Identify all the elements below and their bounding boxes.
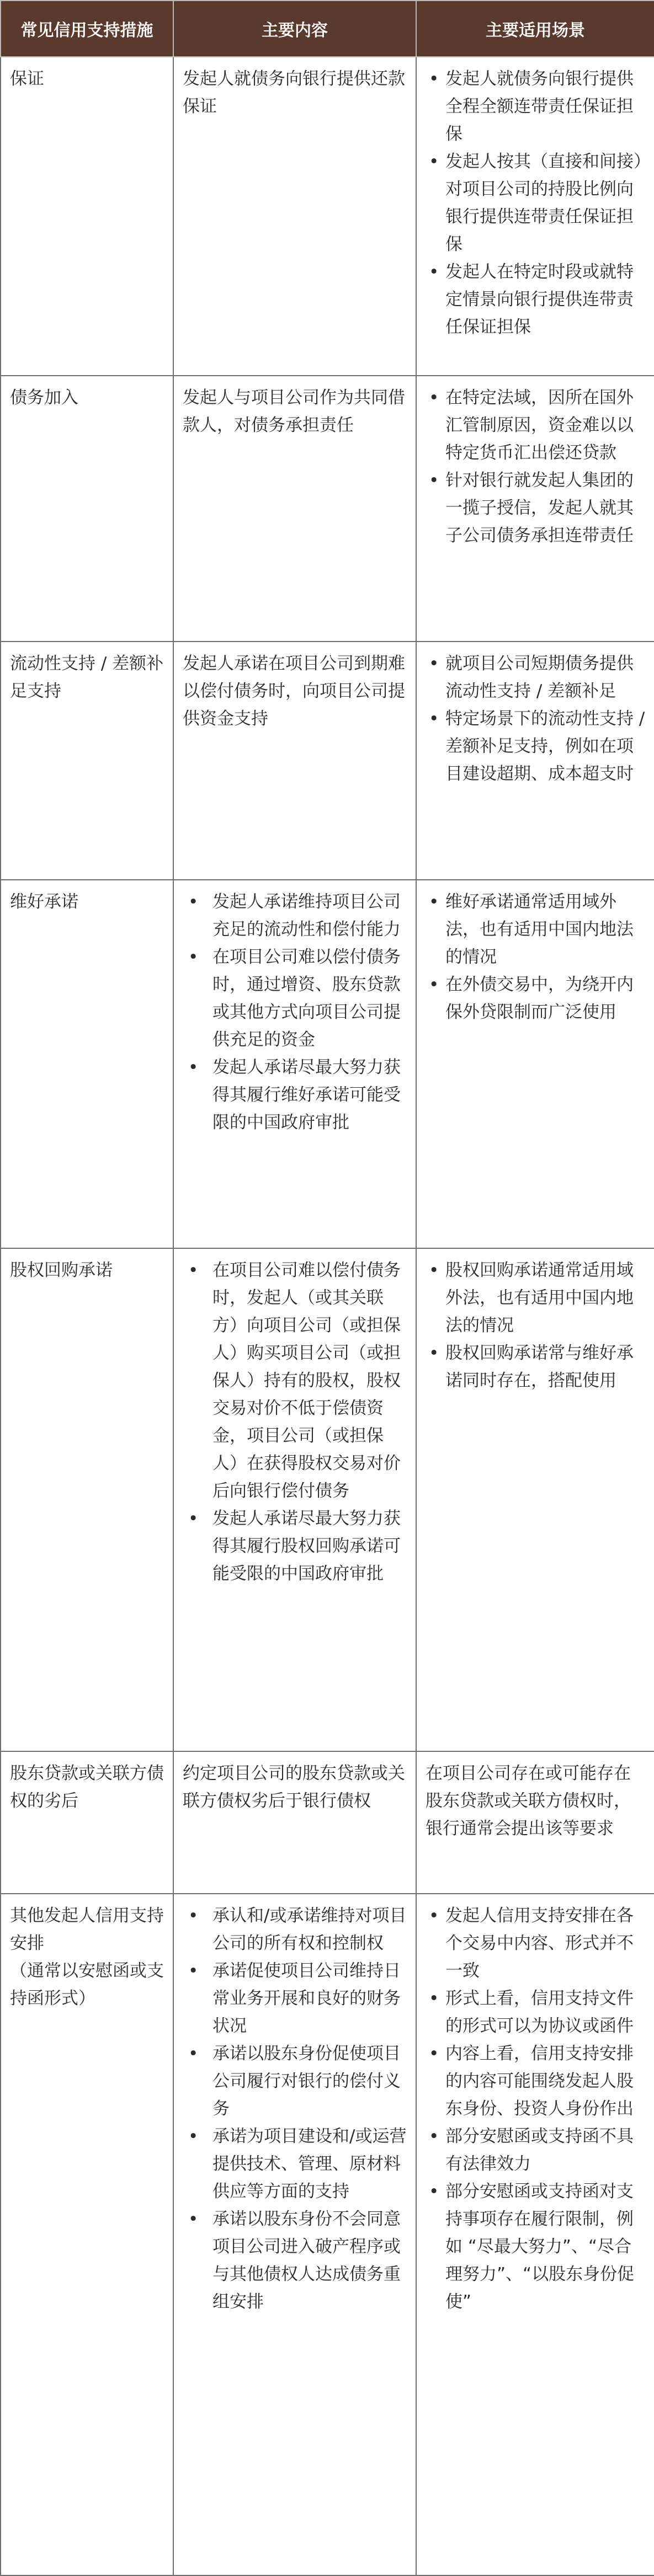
scenario-list [426, 384, 645, 549]
content-list [183, 888, 407, 1136]
table-row [1, 642, 654, 880]
list-item: • 在特定法域，因所在国外汇管制原因，资金难以以特定货币汇出偿还贷款 [445, 384, 645, 467]
measure-cell [1, 376, 173, 642]
scenario-cell [416, 642, 654, 880]
measure-cell [1, 642, 173, 880]
list-item: • 内容上看，信用支持安排的内容可能围绕发起人股东身份、投资人身份作出 [445, 2040, 645, 2123]
header-content: 主要内容 [173, 1, 416, 57]
list-item: • 在项目公司难以偿付债务时，发起人（或其关联方）向项目公司（或担保人）购买项目公司（或担保人）持有的股权，股权交易对价不低于偿债资金，项目公司（或担保人）在获得股权交易对价后向银行偿付债务 [212, 1257, 407, 1505]
bullet-icon: • [188, 892, 199, 912]
bullet-icon: • [429, 2182, 439, 2201]
scenario-list [426, 650, 645, 788]
content-text: 发起人就债务向银行提供还款保证 [183, 69, 405, 116]
bullet-icon: • [429, 1260, 439, 1280]
measure-label: 债务加入 [10, 388, 78, 408]
bullet-icon: • [429, 2044, 439, 2064]
list-item: • 发起人信用支持安排在各个交易中内容、形式并不一致 [445, 1902, 645, 1985]
header-measure: 常见信用支持措施 [1, 1, 173, 57]
content-cell [173, 1248, 416, 1751]
content-cell [173, 57, 416, 376]
bullet-icon: • [188, 2126, 199, 2146]
scenario-cell [416, 376, 654, 642]
bullet-icon: • [429, 892, 439, 912]
table-row [1, 1248, 654, 1751]
list-item: • 承诺为项目建设和/或运营提供技术、管理、原材料供应等方面的支持 [212, 2123, 407, 2205]
bullet-icon: • [188, 2209, 199, 2229]
list-item: • 特定场景下的流动性支持 / 差额补足支持，例如在项目建设超期、成本超支时 [445, 705, 645, 788]
list-item: • 承诺以股东身份不会同意项目公司进入破产程序或与其他债权人达成债务重组安排 [212, 2205, 407, 2316]
content-cell [173, 880, 416, 1248]
list-item: • 发起人按其（直接和间接）对项目公司的持股比例向银行提供连带责任保证担保 [445, 148, 645, 258]
scenario-list [426, 888, 645, 1026]
bullet-icon: • [188, 2044, 199, 2064]
scenario-cell [416, 1894, 654, 2575]
bullet-icon: • [429, 388, 439, 408]
list-item: • 形式上看，信用支持文件的形式可以为协议或函件 [445, 1985, 645, 2040]
scenario-text: 在项目公司存在或可能存在股东贷款或关联方债权时，银行通常会提出该等要求 [426, 1763, 631, 1839]
bullet-icon: • [429, 262, 439, 282]
measure-note: （通常以安慰函或支持函形式） [10, 1961, 164, 2008]
list-item: • 发起人承诺尽最大努力获得其履行维好承诺可能受限的中国政府审批 [212, 1054, 407, 1136]
list-item: • 维好承诺通常适用域外法，也有适用中国内地法的情况 [445, 888, 645, 971]
measure-cell [1, 57, 173, 376]
scenario-cell [416, 57, 654, 376]
table-row [1, 1894, 654, 2575]
bullet-icon: • [188, 1057, 199, 1077]
measure-label: 保证 [10, 69, 44, 89]
list-item: • 部分安慰函或支持函对支持事项存在履行限制，例如 “尽最大努力”、“尽合理努力”、“以股东身份促使” [445, 2178, 645, 2316]
measure-label: 维好承诺 [10, 892, 78, 912]
measure-cell [1, 880, 173, 1248]
list-item: • 发起人在特定时段或就特定情景向银行提供连带责任保证担保 [445, 258, 645, 341]
scenario-list [426, 1902, 645, 2316]
scenario-list [426, 1257, 645, 1394]
bullet-icon: • [429, 654, 439, 674]
list-item: • 承认和/或承诺维持对项目公司的所有权和控制权 [212, 1902, 407, 1957]
scenario-list [426, 65, 645, 341]
content-cell [173, 642, 416, 880]
measure-cell [1, 1248, 173, 1751]
list-item: • 发起人就债务向银行提供全程全额连带责任保证担保 [445, 65, 645, 148]
bullet-icon: • [429, 152, 439, 172]
bullet-icon: • [429, 2126, 439, 2146]
bullet-icon: • [188, 947, 199, 967]
table-row [1, 1751, 654, 1894]
table-row [1, 880, 654, 1248]
scenario-cell [416, 1751, 654, 1894]
bullet-icon: • [429, 1989, 439, 2008]
list-item: • 在项目公司难以偿付债务时，通过增资、股东贷款或其他方式向项目公司提供充足的资金 [212, 943, 407, 1054]
content-text: 约定项目公司的股东贷款或关联方债权劣后于银行债权 [183, 1763, 405, 1811]
list-item: • 股权回购承诺通常适用域外法，也有适用中国内地法的情况 [445, 1257, 645, 1339]
measure-label: 流动性支持 / 差额补足支持 [10, 654, 164, 701]
bullet-icon: • [188, 1260, 199, 1280]
bullet-icon: • [429, 1906, 439, 1926]
list-item: • 股权回购承诺常与维好承诺同时存在，搭配使用 [445, 1339, 645, 1394]
measure-cell [1, 1751, 173, 1894]
table-row [1, 57, 654, 376]
measure-label: 股东贷款或关联方债权的劣后 [10, 1763, 164, 1811]
bullet-icon: • [429, 709, 439, 729]
content-list [183, 1902, 407, 2316]
list-item: • 发起人承诺维持项目公司充足的流动性和偿付能力 [212, 888, 407, 943]
list-item: • 部分安慰函或支持函不具有法律效力 [445, 2123, 645, 2178]
bullet-icon: • [188, 1509, 199, 1529]
table-header-row [1, 1, 654, 57]
list-item: • 针对银行就发起人集团的一揽子授信，发起人就其子公司债务承担连带责任 [445, 467, 645, 549]
content-list [183, 1257, 407, 1588]
measure-label: 其他发起人信用支持安排 [10, 1906, 164, 1953]
scenario-cell [416, 1248, 654, 1751]
table-row [1, 376, 654, 642]
bullet-icon: • [429, 975, 439, 995]
bullet-icon: • [188, 1906, 199, 1926]
list-item: • 就项目公司短期债务提供流动性支持 / 差额补足 [445, 650, 645, 705]
bullet-icon: • [188, 1961, 199, 1981]
content-text: 发起人与项目公司作为共同借款人，对债务承担责任 [183, 388, 405, 435]
content-text: 发起人承诺在项目公司到期难以偿付债务时，向项目公司提供资金支持 [183, 654, 405, 729]
bullet-icon: • [429, 1343, 439, 1363]
content-cell [173, 1894, 416, 2575]
list-item: • 承诺促使项目公司维持日常业务开展和良好的财务状况 [212, 1957, 407, 2040]
header-scenarios: 主要适用场景 [416, 1, 654, 57]
measure-label: 股权回购承诺 [10, 1260, 113, 1280]
bullet-icon: • [429, 471, 439, 490]
list-item: • 发起人承诺尽最大努力获得其履行股权回购承诺可能受限的中国政府审批 [212, 1505, 407, 1588]
content-cell [173, 1751, 416, 1894]
scenario-cell [416, 880, 654, 1248]
content-cell [173, 376, 416, 642]
list-item: • 承诺以股东身份促使项目公司履行对银行的偿付义务 [212, 2040, 407, 2123]
bullet-icon: • [429, 69, 439, 89]
list-item: • 在外债交易中，为绕开内保外贷限制而广泛使用 [445, 971, 645, 1026]
measure-cell [1, 1894, 173, 2575]
